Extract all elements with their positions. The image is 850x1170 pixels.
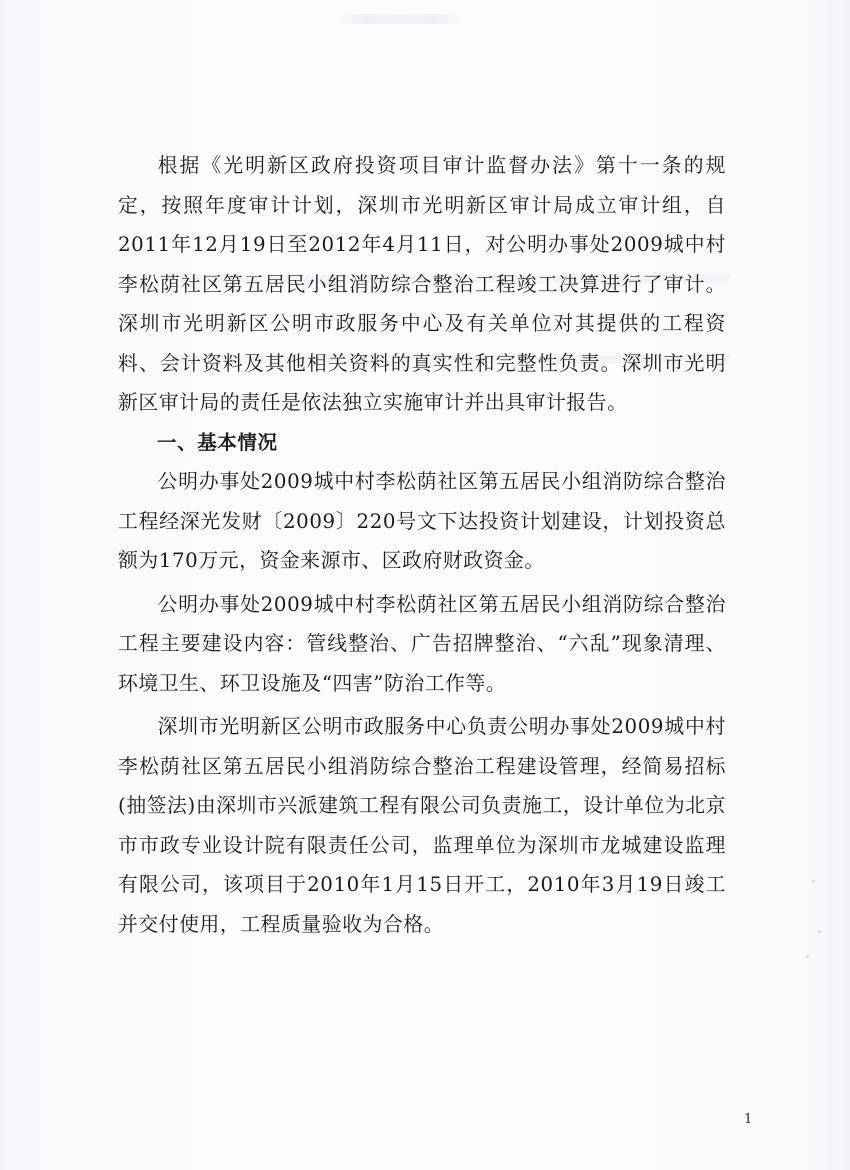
scan-artifact-top	[340, 14, 460, 24]
paragraph-construction-content: 公明办事处2009城中村李松荫社区第五居民小组消防综合整治工程主要建设内容：管线整治、广告招牌整治、“六乱”现象清理、环境卫生、环卫设施及“四害”防治工作等。	[118, 592, 726, 695]
page-number: 1	[744, 1112, 753, 1127]
section-heading-basic-info: 一、基本情况	[157, 430, 278, 454]
scan-speck	[806, 955, 809, 958]
paragraph-management-schedule: 深圳市光明新区公明市政服务中心负责公明办事处2009城中村李松荫社区第五居民小组消防综合整治工程建设管理，经简易招标(抽签法)由深圳市兴派建筑工程有限公司负责施工，设计单位为北京市市政专业设计院有限责任公司，监理单位为深圳市龙城建设监理有限公司，该项目于2010年1月15日开工，2010年3月19日竣工并交付使用，工程质量验收为合格。	[118, 715, 726, 936]
paragraph-project-funding: 公明办事处2009城中村李松荫社区第五居民小组消防综合整治工程经深光发财〔2009〕220号文下达投资计划建设，计划投资总额为170万元，资金来源市、区政府财政资金。	[118, 470, 726, 572]
scan-speck	[812, 880, 815, 883]
intro-paragraph: 根据《光明新区政府投资项目审计监督办法》第十一条的规定，按照年度审计计划，深圳市光明新区审计局成立审计组，自2011年12月19日至2012年4月11日，对公明办事处2009城中村李松荫社区第五居民小组消防综合整治工程竣工决算进行了审计。深圳市光明新区公明市政服务中心及有关单位对其提供的工程资料、会计资料及其他相关资料的真实性和完整性负责。深圳市光明新区审计局的责任是依法独立实施审计并出具审计报告。	[118, 154, 726, 414]
scan-speck	[818, 930, 821, 933]
document-body	[118, 146, 726, 944]
